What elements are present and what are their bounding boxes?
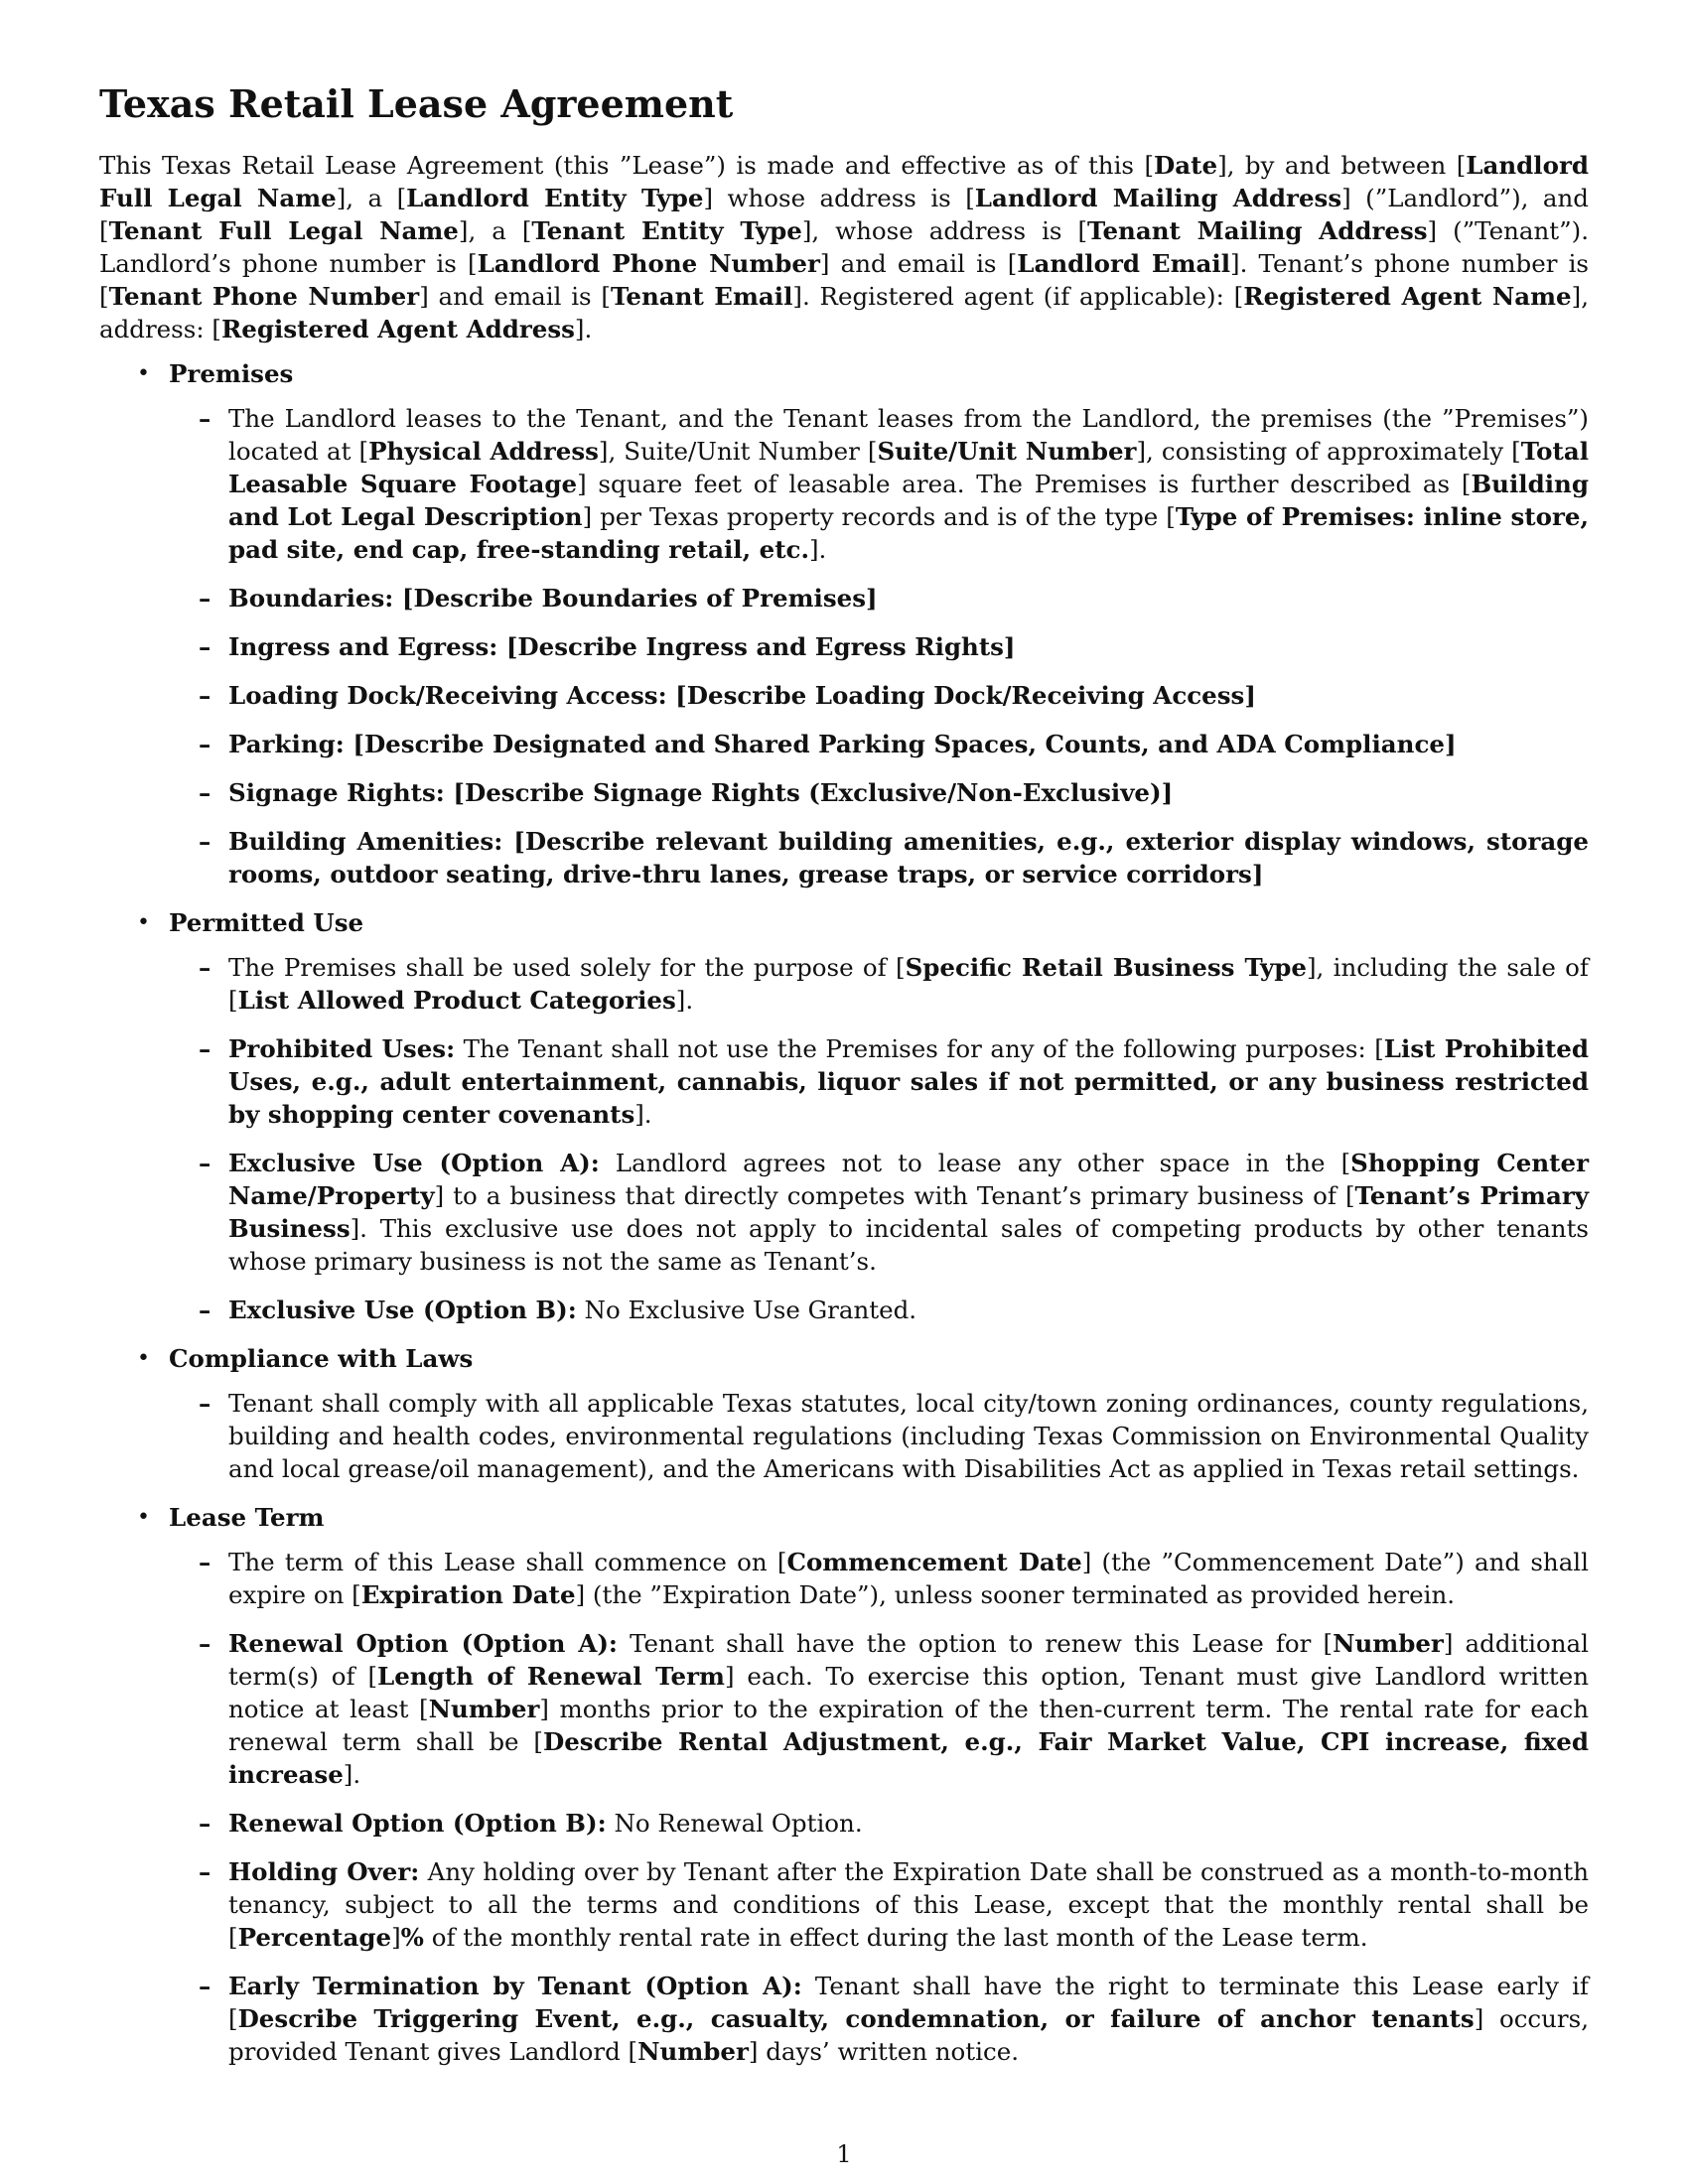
placeholder-field: Number xyxy=(637,2037,749,2066)
text-run: ] xyxy=(391,1923,401,1952)
text-run: ] each. To exercise this option, Tenant must give Landlord written notice at least [ xyxy=(228,1662,1590,1723)
intro-paragraph xyxy=(99,149,1589,345)
clause-list xyxy=(169,951,1589,1326)
placeholder-field: Describe Rental Adjustment, e.g., Fair Market Value, CPI increase, fixed increase xyxy=(228,1727,1590,1789)
clause-list xyxy=(169,1387,1589,1485)
placeholder-field: % xyxy=(400,1923,424,1952)
dash-icon: – xyxy=(199,584,211,613)
dash-icon: – xyxy=(199,1548,211,1576)
text-run: ], a [ xyxy=(458,216,532,245)
bullet-icon: • xyxy=(137,1346,150,1371)
placeholder-field: Signage Rights: [Describe Signage Rights (Exclusive/Non-Exclusive)] xyxy=(228,778,1174,807)
text-run: ] (”Landlord”), and [ xyxy=(99,184,1589,245)
placeholder-field: Number xyxy=(1333,1629,1444,1658)
placeholder-field: Landlord Mailing Address xyxy=(974,184,1342,212)
text-run: ] (the ”Commencement Date”) and shall expire on [ xyxy=(228,1548,1589,1609)
dash-icon: – xyxy=(199,404,211,433)
section-heading: Premises xyxy=(169,359,294,388)
placeholder-field: Tenant’s Primary Business xyxy=(228,1181,1589,1243)
text-run: Tenant shall comply with all applicable Texas statutes, local city/town zoning ordinances, county regulations, building and health codes, environmental regulations (including Texas Commission on Environmental Quality and local grease/oil management), and the Americans with Disabilities Act as applied in Texas retail settings. xyxy=(228,1389,1589,1483)
clause-item xyxy=(169,951,1589,1017)
placeholder-field: Ingress and Egress: [Describe Ingress and Egress Rights] xyxy=(228,632,1016,661)
section-item xyxy=(99,906,1589,1326)
text-run: ] and email is [ xyxy=(819,249,1018,278)
placeholder-field: Prohibited Uses: xyxy=(228,1034,456,1063)
clause-list xyxy=(169,1546,1589,2068)
text-run: No Renewal Option. xyxy=(606,1809,863,1838)
dash-icon: – xyxy=(199,681,211,710)
placeholder-field: Landlord Phone Number xyxy=(477,249,820,278)
text-run: ] whose address is [ xyxy=(703,184,975,212)
document-title: Texas Retail Lease Agreement xyxy=(99,81,734,126)
text-run: ], whose address is [ xyxy=(801,216,1088,245)
text-run: ], Suite/Unit Number [ xyxy=(598,437,878,466)
placeholder-field: Tenant Email xyxy=(610,282,793,311)
clause-item xyxy=(169,1627,1589,1791)
text-run: ]. xyxy=(675,986,694,1015)
placeholder-field: List Allowed Product Categories xyxy=(237,986,676,1015)
text-run: Landlord agrees not to lease any other space in the [ xyxy=(599,1149,1351,1177)
section-item xyxy=(99,357,1589,890)
placeholder-field: Describe Triggering Event, e.g., casualty, condemnation, or failure of anchor tenants xyxy=(237,2004,1475,2033)
text-run: ]. Tenant’s phone number is [ xyxy=(99,249,1589,311)
placeholder-field: Commencement Date xyxy=(786,1548,1082,1576)
placeholder-field: Parking: [Describe Designated and Shared Parking Spaces, Counts, and ADA Compliance] xyxy=(228,730,1457,758)
text-run: ]. xyxy=(343,1760,361,1789)
placeholder-field: Landlord Full Legal Name xyxy=(99,151,1589,212)
text-run: This Texas Retail Lease Agreement (this ”Lease”) is made and effective as of this [ xyxy=(99,151,1155,180)
placeholder-field: Specific Retail Business Type xyxy=(905,953,1307,982)
clause-item xyxy=(169,679,1589,712)
text-run: ], consisting of approximately [ xyxy=(1136,437,1521,466)
clause-list xyxy=(169,402,1589,890)
text-run: ]. xyxy=(634,1100,652,1129)
text-run: ] to a business that directly competes with Tenant’s primary business of [ xyxy=(434,1181,1355,1210)
text-run: ] square feet of leasable area. The Premises is further described as [ xyxy=(577,470,1472,498)
clause-item xyxy=(169,1855,1589,1954)
page-number: 1 xyxy=(836,2140,852,2168)
dash-icon: – xyxy=(199,730,211,758)
clause-item xyxy=(169,402,1589,566)
clause-item xyxy=(169,825,1589,890)
placeholder-field: Renewal Option (Option A): xyxy=(228,1629,618,1658)
placeholder-field: Building and Lot Legal Description xyxy=(228,470,1589,531)
bullet-icon: • xyxy=(137,1505,150,1530)
placeholder-field: Physical Address xyxy=(368,437,599,466)
text-run: ] additional term(s) of [ xyxy=(228,1629,1589,1691)
clause-item xyxy=(169,1807,1589,1840)
placeholder-field: Boundaries: [Describe Boundaries of Premises] xyxy=(228,584,878,613)
bullet-icon: • xyxy=(137,361,150,386)
placeholder-field: Building Amenities: [Describe relevant building amenities, e.g., exterior display windows, storage rooms, outdoor seating, drive-thru lanes, grease traps, or service corridors] xyxy=(228,827,1589,888)
clause-item xyxy=(169,1294,1589,1326)
placeholder-field: Early Termination by Tenant (Option A): xyxy=(228,1972,802,2000)
placeholder-field: Loading Dock/Receiving Access: [Describe Loading Dock/Receiving Access] xyxy=(228,681,1256,710)
text-run: ] and email is [ xyxy=(419,282,611,311)
clause-item xyxy=(169,1387,1589,1485)
text-run: Tenant shall have the right to terminate this Lease early if [ xyxy=(228,1972,1589,2033)
placeholder-field: Tenant Full Legal Name xyxy=(108,216,459,245)
placeholder-field: Tenant Mailing Address xyxy=(1087,216,1428,245)
text-run: ]. xyxy=(809,535,827,564)
clause-item xyxy=(169,728,1589,760)
text-run: The Premises shall be used solely for the purpose of [ xyxy=(228,953,906,982)
placeholder-field: Tenant Entity Type xyxy=(531,216,802,245)
clause-item xyxy=(169,776,1589,809)
placeholder-field: Registered Agent Name xyxy=(1243,282,1572,311)
placeholder-field: Type of Premises: inline store, pad site, end cap, free-standing retail, etc. xyxy=(228,502,1589,564)
clause-item xyxy=(169,1546,1589,1611)
placeholder-field: Holding Over: xyxy=(228,1857,420,1886)
placeholder-field: Exclusive Use (Option B): xyxy=(228,1296,577,1324)
dash-icon: – xyxy=(199,1296,211,1324)
text-run: The term of this Lease shall commence on [ xyxy=(228,1548,787,1576)
text-run: ] months prior to the expiration of the then-current term. The rental rate for each renewal term shall be [ xyxy=(228,1695,1590,1756)
dash-icon: – xyxy=(199,827,211,856)
text-run: ]. Registered agent (if applicable): [ xyxy=(792,282,1244,311)
text-run: Tenant shall have the option to renew this Lease for [ xyxy=(617,1629,1334,1658)
placeholder-field: Percentage xyxy=(237,1923,392,1952)
text-run: of the monthly rental rate in effect during the last month of the Lease term. xyxy=(423,1923,1368,1952)
placeholder-field: Length of Renewal Term xyxy=(377,1662,725,1691)
text-run: Any holding over by Tenant after the Expiration Date shall be construed as a month-to-month tenancy, subject to all the terms and conditions of this Lease, except that the monthly rental shall be [ xyxy=(228,1857,1589,1952)
text-run: ] per Texas property records and is of the type [ xyxy=(582,502,1176,531)
bullet-icon: • xyxy=(137,910,150,935)
text-run: ] occurs, provided Tenant gives Landlord [ xyxy=(228,2004,1589,2066)
dash-icon: – xyxy=(199,1149,211,1177)
dash-icon: – xyxy=(199,632,211,661)
placeholder-field: Expiration Date xyxy=(360,1580,576,1609)
placeholder-field: Tenant Phone Number xyxy=(108,282,420,311)
text-run: The Tenant shall not use the Premises for any of the following purposes: [ xyxy=(455,1034,1384,1063)
placeholder-field: Shopping Center Name/Property xyxy=(228,1149,1589,1210)
section-item xyxy=(99,1501,1589,2068)
text-run: The Landlord leases to the Tenant, and the Tenant leases from the Landlord, the premises (the ”Premises”) located at [ xyxy=(228,404,1589,466)
text-run: ] (”Tenant”). Landlord’s phone number is [ xyxy=(99,216,1589,278)
section-heading: Compliance with Laws xyxy=(169,1344,474,1373)
dash-icon: – xyxy=(199,1809,211,1838)
sections-list xyxy=(99,357,1589,2068)
dash-icon: – xyxy=(199,953,211,982)
placeholder-field: Number xyxy=(428,1695,540,1723)
text-run: ] days’ written notice. xyxy=(748,2037,1019,2066)
clause-item xyxy=(169,1147,1589,1278)
section-heading: Lease Term xyxy=(169,1503,325,1532)
clause-item xyxy=(169,582,1589,614)
placeholder-field: Registered Agent Address xyxy=(220,315,575,343)
clause-item xyxy=(169,1970,1589,2068)
placeholder-field: List Prohibited Uses, e.g., adult entertainment, cannabis, liquor sales if not permitted, or any business restricted by shopping center covenants xyxy=(228,1034,1589,1129)
placeholder-field: Total Leasable Square Footage xyxy=(228,437,1590,498)
placeholder-field: Landlord Email xyxy=(1017,249,1231,278)
text-run: ]. xyxy=(574,315,593,343)
placeholder-field: Landlord Entity Type xyxy=(406,184,704,212)
dash-icon: – xyxy=(199,1629,211,1658)
dash-icon: – xyxy=(199,1857,211,1886)
text-run: ]. This exclusive use does not apply to incidental sales of competing products by other tenants whose primary business is not the same as Tenant’s. xyxy=(228,1214,1589,1276)
section-item xyxy=(99,1342,1589,1485)
document-page xyxy=(99,81,1589,2084)
section-heading: Permitted Use xyxy=(169,908,364,937)
dash-icon: – xyxy=(199,1972,211,2000)
text-run: ] (the ”Expiration Date”), unless sooner terminated as provided herein. xyxy=(575,1580,1456,1609)
text-run: No Exclusive Use Granted. xyxy=(576,1296,917,1324)
text-run: ], a [ xyxy=(336,184,407,212)
placeholder-field: Renewal Option (Option B): xyxy=(228,1809,607,1838)
dash-icon: – xyxy=(199,1034,211,1063)
placeholder-field: Date xyxy=(1154,151,1218,180)
placeholder-field: Suite/Unit Number xyxy=(877,437,1137,466)
clause-item xyxy=(169,1032,1589,1131)
dash-icon: – xyxy=(199,778,211,807)
text-run: ], by and between [ xyxy=(1217,151,1467,180)
text-run: ], address: [ xyxy=(99,282,1589,343)
clause-item xyxy=(169,630,1589,663)
text-run: ], including the sale of [ xyxy=(228,953,1589,1015)
dash-icon: – xyxy=(199,1389,211,1418)
placeholder-field: Exclusive Use (Option A): xyxy=(228,1149,600,1177)
